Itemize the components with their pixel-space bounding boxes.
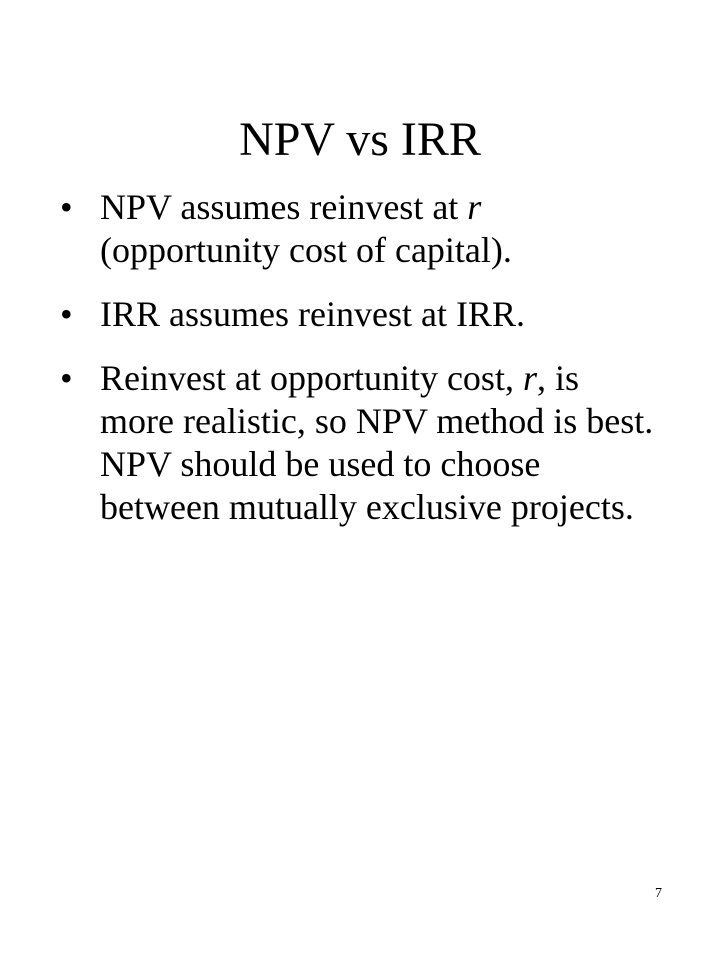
bullet-text-part: r — [467, 187, 482, 227]
bullet-text-part: IRR assumes reinvest at IRR. — [100, 294, 525, 334]
bullet-list — [60, 186, 660, 550]
bullet-icon: • — [60, 294, 73, 334]
bullet-icon: • — [60, 187, 73, 227]
bullet-text-part: r — [522, 358, 537, 398]
page-number: 7 — [655, 886, 662, 901]
slide-title: NPV vs IRR — [239, 113, 481, 166]
bullet-text-part: , is more realistic, so NPV method is best. NPV should be used to choose between mutually exclusive projects. — [100, 358, 654, 527]
bullet-item — [60, 186, 660, 272]
bullet-item — [60, 357, 660, 529]
bullet-icon: • — [60, 358, 73, 398]
bullet-text-part: (opportunity cost of capital). — [100, 230, 512, 270]
bullet-item — [60, 293, 660, 336]
bullet-text-part: NPV assumes reinvest at — [100, 187, 468, 227]
bullet-text-part: Reinvest at opportunity cost, — [100, 358, 523, 398]
